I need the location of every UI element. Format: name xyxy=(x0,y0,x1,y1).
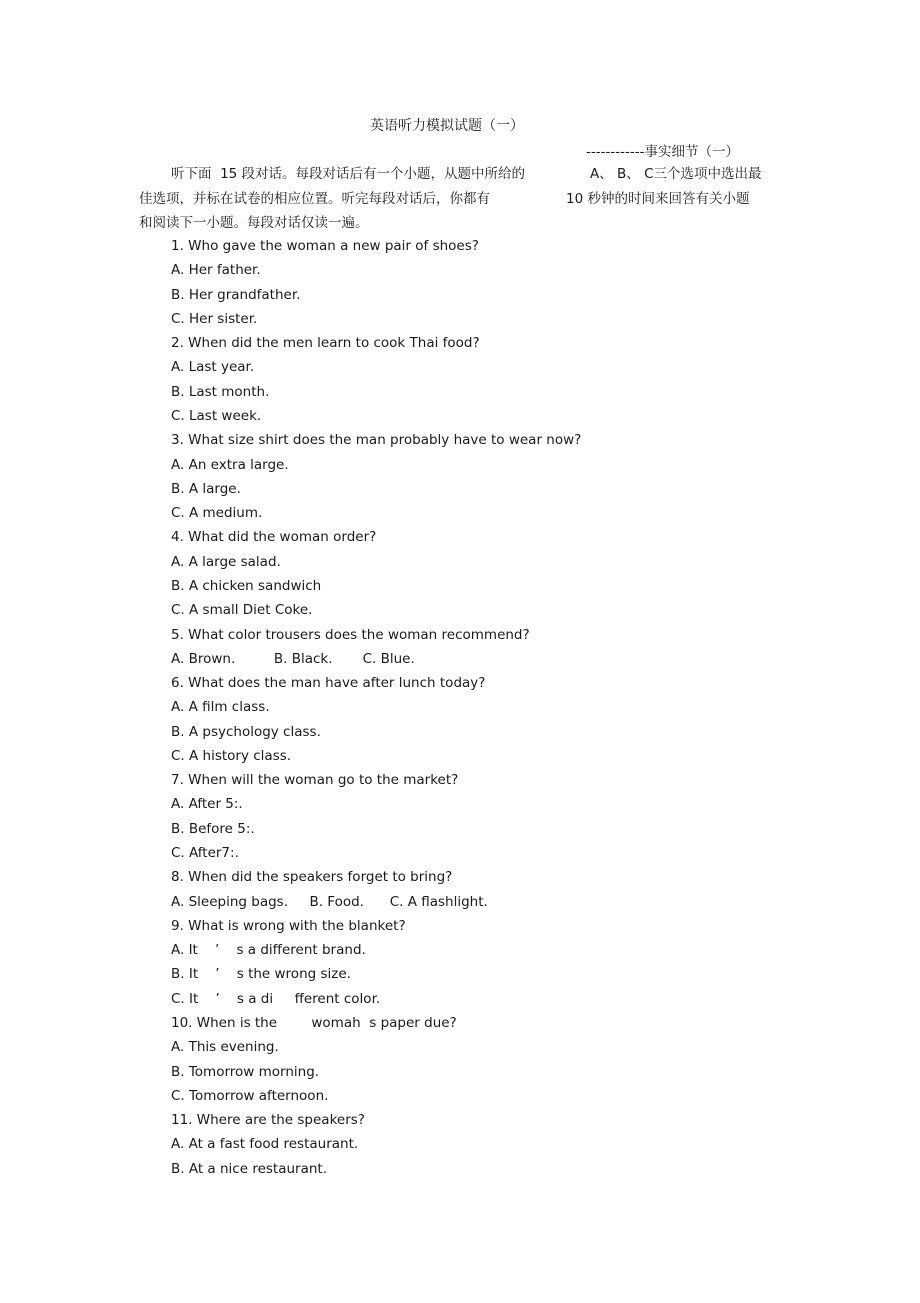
section-subtitle: ------------事实细节（一） xyxy=(586,144,739,160)
instructions-line-1-right: A、 B、 C三个选项中选出最 xyxy=(590,166,762,182)
answer-option: B. At a nice restaurant. xyxy=(171,1160,327,1177)
question-text: 6. What does the man have after lunch today? xyxy=(171,675,486,691)
answer-option: B. Last month. xyxy=(171,383,270,400)
question-text: 2. When did the men learn to cook Thai food? xyxy=(171,335,480,352)
answer-option: C. Last week. xyxy=(171,408,262,424)
answer-option: A. After 5:. xyxy=(171,796,243,813)
instructions-line-1-left: 听下面 15 段对话。每段对话后有一个小题，从题中所给的 xyxy=(171,166,526,182)
question-text: 9. What is wrong with the blanket? xyxy=(171,917,406,934)
answer-option: C. It ’ s a di fferent color. xyxy=(171,990,381,1007)
answer-option: B. Her grandfather. xyxy=(171,286,301,303)
answer-option: A. Last year. xyxy=(171,359,255,376)
answer-option: A. Sleeping bags. B. Food. C. A flashlight. xyxy=(171,893,488,910)
answer-option: B. Tomorrow morning. xyxy=(171,1063,320,1080)
answer-option: B. A psychology class. xyxy=(171,723,321,740)
question-text: 5. What color trousers does the woman recommend? xyxy=(171,626,530,643)
answer-option: B. A chicken sandwich xyxy=(171,577,322,594)
question-text: 10. When is the womah s paper due? xyxy=(171,1015,457,1031)
answer-option: B. A large. xyxy=(171,480,241,497)
question-text: 8. When did the speakers forget to bring? xyxy=(171,869,453,886)
question-text: 7. When will the woman go to the market? xyxy=(171,772,459,789)
question-text: 11. Where are the speakers? xyxy=(171,1112,365,1129)
instructions-line-2-right: 10 秒钟的时间来回答有关小题 xyxy=(566,191,750,207)
answer-option: C. A small Diet Coke. xyxy=(171,602,313,619)
question-text: 3. What size shirt does the man probably have to wear now? xyxy=(171,432,582,449)
answer-option: B. It ’ s the wrong size. xyxy=(171,966,351,983)
question-text: 4. What did the woman order? xyxy=(171,529,377,546)
answer-option: A. Brown. B. Black. C. Blue. xyxy=(171,650,415,667)
answer-option: A. An extra large. xyxy=(171,456,289,473)
answer-option: A. It ’ s a different brand. xyxy=(171,942,366,959)
answer-option: C. A history class. xyxy=(171,747,292,764)
answer-option: C. Tomorrow afternoon. xyxy=(171,1087,329,1104)
question-text: 1. Who gave the woman a new pair of shoes? xyxy=(171,238,479,254)
document-title: 英语听力模拟试题（一） xyxy=(370,118,524,134)
instructions-line-2-left: 佳选项，并标在试卷的相应位置。听完每段对话后，你都有 xyxy=(139,191,490,207)
answer-option: C. A medium. xyxy=(171,505,263,522)
answer-option: B. Before 5:. xyxy=(171,820,255,837)
answer-option: A. A film class. xyxy=(171,699,270,716)
answer-option: C. Her sister. xyxy=(171,310,258,327)
answer-option: C. After7:. xyxy=(171,845,239,861)
instructions-line-3: 和阅读下一小题。每段对话仅读一遍。 xyxy=(139,215,369,231)
answer-option: A. At a fast food restaurant. xyxy=(171,1136,359,1153)
answer-option: A. A large salad. xyxy=(171,553,281,570)
answer-option: A. This evening. xyxy=(171,1039,279,1056)
answer-option: A. Her father. xyxy=(171,262,261,279)
